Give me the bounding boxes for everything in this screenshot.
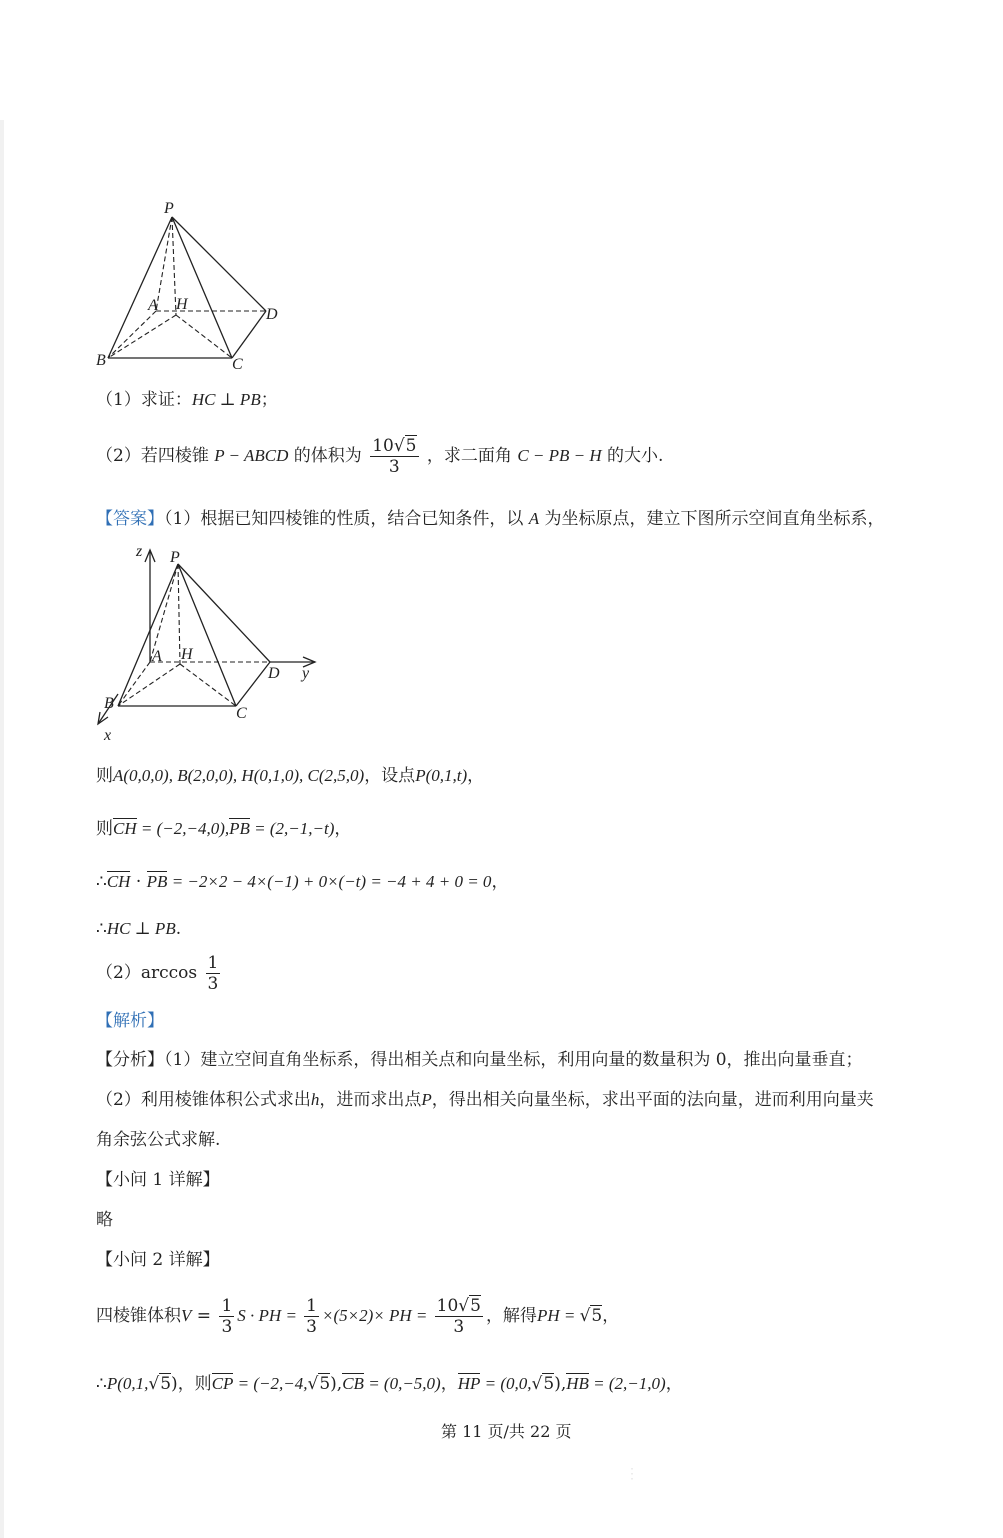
subquestion-2-tag: 【小问 2 详解】 — [96, 1250, 220, 1270]
label-d: D — [268, 665, 280, 682]
edge-cd — [236, 662, 270, 706]
answer-2: （2）arccos $\frac{1}{3}$ — [96, 953, 219, 994]
subquestion-1-body: 略 — [96, 1210, 113, 1230]
label-h: H — [176, 296, 188, 313]
subquestion-1-tag: 【小问 1 详解】 — [96, 1170, 220, 1190]
edge-ab — [108, 311, 156, 358]
label-b: B — [96, 352, 106, 369]
label-z: z — [136, 543, 143, 560]
label-p: P — [170, 549, 180, 566]
analysis-line-1: 【分析】（1）建立空间直角坐标系，得出相关点和向量坐标，利用向量的数量积为 0，推出向量垂直； — [96, 1050, 863, 1070]
fraction-one-third-b: $\frac{1}{3}$ — [306, 1296, 317, 1337]
label-p: P — [164, 200, 174, 217]
answer-fraction: $\frac{1}{3}$ — [207, 953, 219, 994]
analysis-line-3: 角余弦公式求解. — [96, 1130, 221, 1150]
question-1: （1）求证：HC ⊥ PB； — [96, 390, 278, 410]
edge-pb — [118, 564, 178, 706]
answer-tag: 【答案】 — [96, 509, 164, 529]
solution-line-3: ∴CH · PB = −2×2 − 4×(−1) + 0×(−t) = −4 + 4 + 0 = 0， — [96, 872, 509, 892]
label-b: B — [104, 695, 114, 712]
label-c: C — [236, 705, 247, 722]
pyramid-figure — [90, 195, 300, 375]
volume-line: 四棱锥体积V = $\frac{1}{3}$ S · PH = $\frac{1}{3}$ ×(5×2)× PH = $\frac{10√5}{3}$ ，解得PH = √5， — [96, 1296, 620, 1337]
fraction-volume: $\frac{10√5}{3}$ — [436, 1296, 481, 1337]
label-a: A — [152, 648, 162, 665]
corner-mark: ⋮ — [625, 1466, 639, 1482]
label-h: H — [181, 646, 193, 663]
question-2: （2）若四棱锥 P − ABCD 的体积为 $\frac{10√5}{3}$ ，求二面角 C − PB − H 的大小. — [96, 436, 664, 477]
page-edge-shadow — [0, 120, 4, 1538]
solution-line-1: 则A(0,0,0), B(2,0,0), H(0,1,0), C(2,5,0)，设点P(0,1,t)， — [96, 766, 485, 786]
edge-ph — [178, 564, 180, 664]
pyramid-axes-figure — [90, 540, 330, 750]
volume-fraction: $\frac{10√5}{3}$ — [372, 436, 417, 477]
page-footer: 第 11 页/共 22 页 — [441, 1422, 572, 1441]
solution-line-2: 则CH = (−2,−4,0),PB = (2,−1,−t)， — [96, 819, 352, 839]
axis-x-arrow — [98, 712, 108, 724]
analysis-line-2: （2）利用棱锥体积公式求出h，进而求出点P，得出相关向量坐标，求出平面的法向量，进而利用向量夹 — [96, 1090, 874, 1110]
answer-line: 【答案】（1）根据已知四棱锥的性质，结合已知条件，以 A 为坐标原点，建立下图所示空间直角坐标系， — [96, 509, 885, 529]
analysis-tag: 【解析】 — [96, 1011, 164, 1031]
edge-pc — [172, 217, 232, 358]
edge-hc — [176, 315, 232, 358]
edge-pb — [108, 217, 172, 358]
solution-line-4: ∴HC ⊥ PB. — [96, 919, 182, 939]
label-c: C — [232, 356, 243, 373]
edge-cd — [232, 311, 266, 358]
edge-pa — [156, 217, 172, 311]
label-y: y — [302, 665, 310, 682]
fraction-one-third-a: $\frac{1}{3}$ — [221, 1296, 233, 1337]
label-x: x — [104, 727, 112, 744]
label-a: A — [148, 297, 158, 314]
label-d: D — [266, 306, 278, 323]
vector-coordinates-line: ∴P(0,1,√5)，则CP = (−2,−4,√5),CB = (0,−5,0)，HP = (0,0,√5),HB = (2,−1,0)， — [96, 1374, 683, 1394]
